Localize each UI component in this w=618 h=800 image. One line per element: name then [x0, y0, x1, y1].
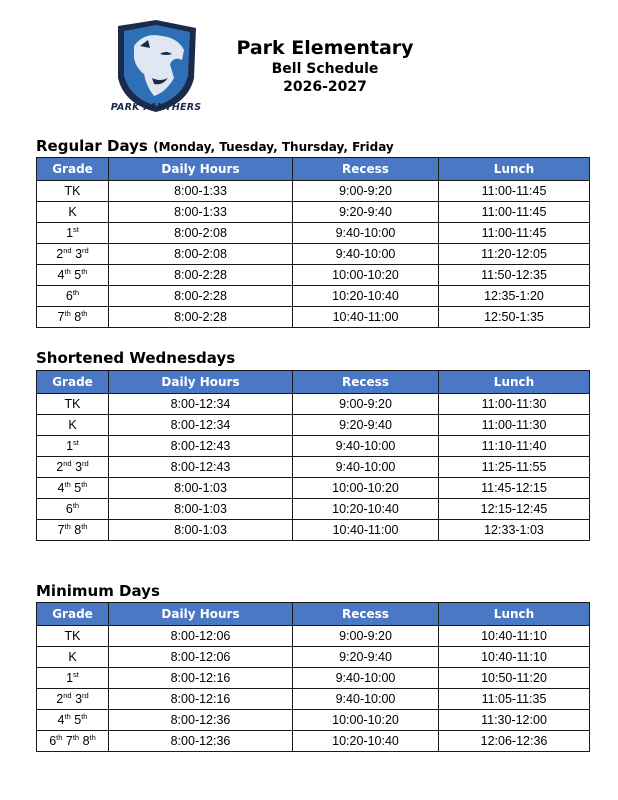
ordinal-suffix: th [64, 309, 71, 318]
grade-number: 3 [75, 247, 83, 261]
grade-number: K [68, 205, 77, 219]
recess-cell: 9:00-9:20 [293, 626, 439, 647]
recess-cell: 9:40-10:00 [293, 244, 439, 265]
section-title-wednesday [36, 349, 235, 367]
recess-cell: 10:20-10:40 [293, 286, 439, 307]
grade-number: 2 [56, 692, 64, 706]
ordinal-suffix: th [81, 309, 88, 318]
table-row [37, 520, 590, 541]
table-header-row [37, 158, 590, 181]
grade-number: TK [64, 184, 81, 198]
ordinal-suffix: rd [82, 459, 89, 468]
grade-number: K [68, 650, 77, 664]
ordinal-suffix: nd [63, 691, 72, 700]
column-header: Lunch [439, 158, 590, 181]
grade-number: 1 [66, 439, 74, 453]
grade-cell [37, 520, 109, 541]
grade-number: 6 [65, 502, 73, 516]
recess-cell: 9:20-9:40 [293, 647, 439, 668]
grade-cell [37, 265, 109, 286]
ordinal-suffix: st [73, 225, 79, 234]
daily-hours-cell: 8:00-2:28 [109, 307, 293, 328]
daily-hours-cell: 8:00-1:03 [109, 499, 293, 520]
column-header: Daily Hours [109, 371, 293, 394]
lunch-cell: 11:45-12:15 [439, 478, 590, 499]
column-header: Lunch [439, 371, 590, 394]
grade-cell [37, 478, 109, 499]
recess-cell: 9:00-9:20 [293, 181, 439, 202]
grade-number: 5 [74, 481, 82, 495]
grade-number: K [68, 418, 77, 432]
grade-number: 2 [56, 247, 64, 261]
column-header: Daily Hours [109, 158, 293, 181]
recess-cell: 10:20-10:40 [293, 499, 439, 520]
recess-cell: 9:20-9:40 [293, 415, 439, 436]
daily-hours-cell: 8:00-2:28 [109, 265, 293, 286]
grade-cell [37, 307, 109, 328]
ordinal-suffix: th [81, 522, 88, 531]
column-header: Recess [293, 158, 439, 181]
lunch-cell: 11:25-11:55 [439, 457, 590, 478]
table-row [37, 710, 590, 731]
lunch-cell: 11:00-11:30 [439, 415, 590, 436]
section-title-text: Shortened Wednesdays [36, 349, 236, 367]
daily-hours-cell: 8:00-2:08 [109, 244, 293, 265]
ordinal-suffix: rd [82, 246, 89, 255]
lunch-cell: 11:20-12:05 [439, 244, 590, 265]
table-row [37, 647, 590, 668]
lunch-cell: 11:50-12:35 [439, 265, 590, 286]
grade-number: TK [64, 397, 81, 411]
ordinal-suffix: th [64, 712, 71, 721]
lunch-cell: 11:00-11:45 [439, 181, 590, 202]
grade-cell [37, 499, 109, 520]
column-header: Recess [293, 603, 439, 626]
lunch-cell: 11:00-11:45 [439, 202, 590, 223]
ordinal-suffix: st [73, 438, 79, 447]
table-row [37, 265, 590, 286]
shortened-wednesdays-table [36, 370, 590, 541]
lunch-cell: 12:15-12:45 [439, 499, 590, 520]
table-row [37, 499, 590, 520]
logo-wordmark: PARK PANTHERS [110, 102, 202, 113]
daily-hours-cell: 8:00-2:08 [109, 223, 293, 244]
column-header: Lunch [439, 603, 590, 626]
daily-hours-cell: 8:00-12:16 [109, 689, 293, 710]
ordinal-suffix: st [73, 670, 79, 679]
grade-cell [37, 394, 109, 415]
schedule-title: Bell Schedule [271, 61, 379, 77]
column-header: Grade [37, 371, 109, 394]
ordinal-suffix: th [64, 522, 71, 531]
recess-cell: 10:00-10:20 [293, 478, 439, 499]
grade-cell [37, 436, 109, 457]
daily-hours-cell: 8:00-12:06 [109, 626, 293, 647]
section-title-regular [36, 137, 394, 155]
section-title-text: Minimum Days [36, 582, 160, 600]
table-row [37, 731, 590, 752]
recess-cell: 10:40-11:00 [293, 307, 439, 328]
daily-hours-cell: 8:00-1:33 [109, 181, 293, 202]
grade-number: 8 [74, 310, 82, 324]
lunch-cell: 11:05-11:35 [439, 689, 590, 710]
ordinal-suffix: th [72, 501, 80, 510]
recess-cell: 9:40-10:00 [293, 689, 439, 710]
grade-cell [37, 415, 109, 436]
grade-number: 4 [57, 481, 65, 495]
table-row [37, 244, 590, 265]
ordinal-suffix: th [72, 733, 80, 742]
column-header: Grade [37, 158, 109, 181]
grade-number: 3 [75, 460, 83, 474]
grade-cell [37, 181, 109, 202]
table-row [37, 202, 590, 223]
grade-number: 4 [57, 713, 65, 727]
lunch-cell: 11:10-11:40 [439, 436, 590, 457]
table-row [37, 668, 590, 689]
lunch-cell: 10:40-11:10 [439, 647, 590, 668]
lunch-cell: 12:33-1:03 [439, 520, 590, 541]
grade-number: 5 [74, 268, 82, 282]
lunch-cell: 11:00-11:30 [439, 394, 590, 415]
table-row [37, 436, 590, 457]
grade-cell [37, 626, 109, 647]
grade-number: TK [64, 629, 81, 643]
school-year: 2026-2027 [283, 79, 367, 95]
grade-number: 7 [65, 734, 73, 748]
daily-hours-cell: 8:00-12:36 [109, 731, 293, 752]
grade-cell [37, 710, 109, 731]
recess-cell: 9:40-10:00 [293, 223, 439, 244]
grade-cell [37, 202, 109, 223]
table-header-row [37, 371, 590, 394]
recess-cell: 9:40-10:00 [293, 457, 439, 478]
daily-hours-cell: 8:00-12:36 [109, 710, 293, 731]
grade-number: 7 [57, 310, 65, 324]
daily-hours-cell: 8:00-12:43 [109, 457, 293, 478]
ordinal-suffix: th [89, 733, 96, 742]
grade-cell [37, 668, 109, 689]
column-header: Recess [293, 371, 439, 394]
ordinal-suffix: nd [63, 459, 72, 468]
ordinal-suffix: th [81, 480, 88, 489]
daily-hours-cell: 8:00-12:43 [109, 436, 293, 457]
lunch-cell: 11:00-11:45 [439, 223, 590, 244]
table-row [37, 181, 590, 202]
ordinal-suffix: th [64, 480, 71, 489]
daily-hours-cell: 8:00-1:03 [109, 478, 293, 499]
table-row [37, 307, 590, 328]
recess-cell: 10:00-10:20 [293, 265, 439, 286]
grade-cell [37, 286, 109, 307]
table-header-row [37, 603, 590, 626]
grade-number: 7 [57, 523, 65, 537]
daily-hours-cell: 8:00-12:34 [109, 415, 293, 436]
table-row [37, 689, 590, 710]
ordinal-suffix: rd [82, 691, 89, 700]
lunch-cell: 10:40-11:10 [439, 626, 590, 647]
recess-cell: 10:00-10:20 [293, 710, 439, 731]
recess-cell: 10:40-11:00 [293, 520, 439, 541]
lunch-cell: 12:06-12:36 [439, 731, 590, 752]
grade-number: 3 [75, 692, 83, 706]
grade-cell [37, 647, 109, 668]
lunch-cell: 12:50-1:35 [439, 307, 590, 328]
ordinal-suffix: th [56, 733, 63, 742]
grade-cell [37, 223, 109, 244]
recess-cell: 9:20-9:40 [293, 202, 439, 223]
table-row [37, 478, 590, 499]
grade-cell [37, 457, 109, 478]
ordinal-suffix: nd [63, 246, 72, 255]
ordinal-suffix: th [64, 267, 71, 276]
recess-cell: 9:00-9:20 [293, 394, 439, 415]
grade-number: 8 [82, 734, 90, 748]
daily-hours-cell: 8:00-12:16 [109, 668, 293, 689]
daily-hours-cell: 8:00-2:28 [109, 286, 293, 307]
recess-cell: 9:40-10:00 [293, 668, 439, 689]
ordinal-suffix: th [81, 267, 88, 276]
recess-cell: 10:20-10:40 [293, 731, 439, 752]
grade-number: 2 [56, 460, 64, 474]
lunch-cell: 10:50-11:20 [439, 668, 590, 689]
column-header: Daily Hours [109, 603, 293, 626]
daily-hours-cell: 8:00-1:03 [109, 520, 293, 541]
grade-number: 1 [66, 671, 74, 685]
ordinal-suffix: th [81, 712, 88, 721]
lunch-cell: 11:30-12:00 [439, 710, 590, 731]
grade-cell [37, 689, 109, 710]
section-title-minimum [36, 582, 160, 600]
school-name: Park Elementary [236, 37, 414, 59]
daily-hours-cell: 8:00-12:06 [109, 647, 293, 668]
daily-hours-cell: 8:00-12:34 [109, 394, 293, 415]
ordinal-suffix: th [72, 288, 80, 297]
column-header: Grade [37, 603, 109, 626]
table-row [37, 286, 590, 307]
grade-number: 1 [66, 226, 74, 240]
grade-number: 4 [57, 268, 65, 282]
grade-cell [37, 731, 109, 752]
table-row [37, 394, 590, 415]
grade-number: 6 [49, 734, 57, 748]
table-row [37, 626, 590, 647]
section-title-text: Regular Days [36, 137, 148, 155]
section-subtitle: (Monday, Tuesday, Thursday, Friday [153, 140, 394, 154]
document-header [210, 36, 440, 96]
recess-cell: 9:40-10:00 [293, 436, 439, 457]
regular-days-table [36, 157, 590, 328]
grade-number: 5 [74, 713, 82, 727]
table-row [37, 415, 590, 436]
grade-number: 6 [65, 289, 73, 303]
minimum-days-table [36, 602, 590, 752]
table-row [37, 223, 590, 244]
daily-hours-cell: 8:00-1:33 [109, 202, 293, 223]
table-row [37, 457, 590, 478]
grade-number: 8 [74, 523, 82, 537]
lunch-cell: 12:35-1:20 [439, 286, 590, 307]
grade-cell [37, 244, 109, 265]
